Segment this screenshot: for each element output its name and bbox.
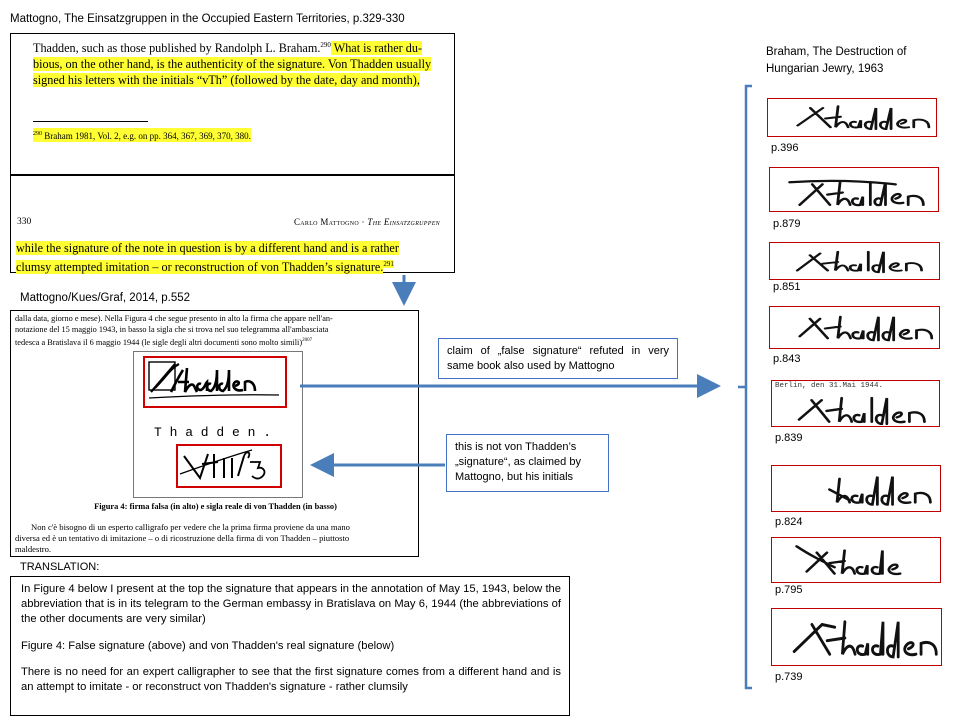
signature-sample-box	[771, 537, 941, 583]
figure-caption: Figura 4: firma falsa (in alto) e sigla reale di von Thadden (in basso)	[94, 502, 337, 511]
italian-text-bottom: Non c'è bisogno di un esperto calligrafo per vedere che la prima firma proviene da una mano diversa ed è un tentativo di imitazione – o di ricostruzione della firma di von Thadden – piuttosto maldestro.	[15, 522, 350, 554]
stamp-text: Berlin, den 31.Mai 1944.	[775, 382, 884, 390]
signature-page-label: p.851	[773, 281, 801, 293]
typed-name: T h a d d e n .	[154, 425, 272, 440]
signature-sample-box	[767, 98, 937, 137]
excerpt-line: clumsy attempted imitation – or reconstruction of von Thadden’s signature.$^{291}$	[16, 260, 394, 275]
excerpt-line: bious, on the other hand, is the authenticity of the signature. Von Thadden usually	[33, 57, 432, 72]
translation-paragraph-3: There is no need for an expert calligrapher to see that the first signature comes from a different hand and is an attempt to imitate - or reconstruct von Thadden's signature - rather clumsily	[21, 665, 561, 694]
excerpt-line: signed his letters with the initials “vTh” (followed by the date, day and month),	[33, 73, 420, 88]
right-bracket	[738, 86, 752, 688]
braham-title: Braham, The Destruction of Hungarian Jewry, 1963	[766, 46, 907, 75]
signature-page-label: p.839	[775, 432, 803, 444]
signature-page-label: p.843	[773, 353, 801, 365]
excerpt-line: while the signature of the note in question is by a different hand and is a rather	[16, 241, 399, 255]
signature-image	[770, 307, 940, 349]
signature-page-label: p.824	[775, 516, 803, 528]
signature-sample-box	[771, 465, 941, 512]
signature-sample-box	[769, 306, 940, 349]
signature-image	[772, 609, 942, 666]
signature-image	[770, 168, 939, 212]
signature-page-label: p.795	[775, 584, 803, 596]
signature-page-label: p.396	[771, 142, 799, 154]
signature-image	[768, 99, 937, 137]
italian-text-top: dalla data, giorno e mese). Nella Figura 4 che segue presento in alto la firma che appare nell'an- notazione del 15 maggio 1943, in basso la sigla che si trova nel suo telegramma all'ambasciata tedesca a Bratislava il 6 maggio 1944 (le sigle degli altri documenti sono molto simili)$^{2007}$	[15, 314, 333, 347]
translation-paragraph-1: In Figure 4 below I present at the top the signature that appears in the annotation of May 15, 1943, below the abbreviation that is in its telegram to the German embassy in Bratislava on May 6, 1944 (the abbreviations of the other documents are very similar)	[21, 583, 561, 626]
signature-image	[772, 466, 941, 512]
initials-callout: this is not von Thadden’s „signature“, as claimed by Mattogno, but his initials	[446, 434, 609, 492]
signature-image	[770, 243, 940, 280]
footnote-290: $^{290}$ Braham 1981, Vol. 2, e.g. on pp. 364, 367, 369, 370, 380.	[33, 128, 251, 142]
claim-refuted-callout: claim of „false signature“ refuted in very same book also used by Mattogno	[438, 338, 678, 379]
signature-sample-box	[769, 167, 939, 212]
signature-image	[772, 538, 941, 583]
signature-sample-box	[771, 608, 942, 666]
excerpt-line: Thadden, such as those published by Randolph L. Braham.$^{290}$ What is rather du-	[33, 41, 423, 56]
translation-paragraph-2: Figure 4: False signature (above) and von Thadden's real signature (below)	[21, 639, 395, 652]
source-caption-einsatzgruppen: Mattogno, The Einsatzgruppen in the Occupied Eastern Territories, p.329-330	[10, 13, 405, 25]
signature-page-label: p.739	[775, 671, 803, 683]
signature-page-label: p.879	[773, 218, 801, 230]
source-caption-mattogno-kues-graf: Mattogno/Kues/Graf, 2014, p.552	[20, 292, 191, 304]
running-head: Carlo Mattogno · The Einsatzgruppen	[293, 217, 440, 227]
signature-sample-box	[771, 380, 940, 427]
signature-sample-box	[769, 242, 940, 280]
translation-label: TRANSLATION:	[20, 561, 100, 573]
page-number: 330	[17, 217, 32, 227]
